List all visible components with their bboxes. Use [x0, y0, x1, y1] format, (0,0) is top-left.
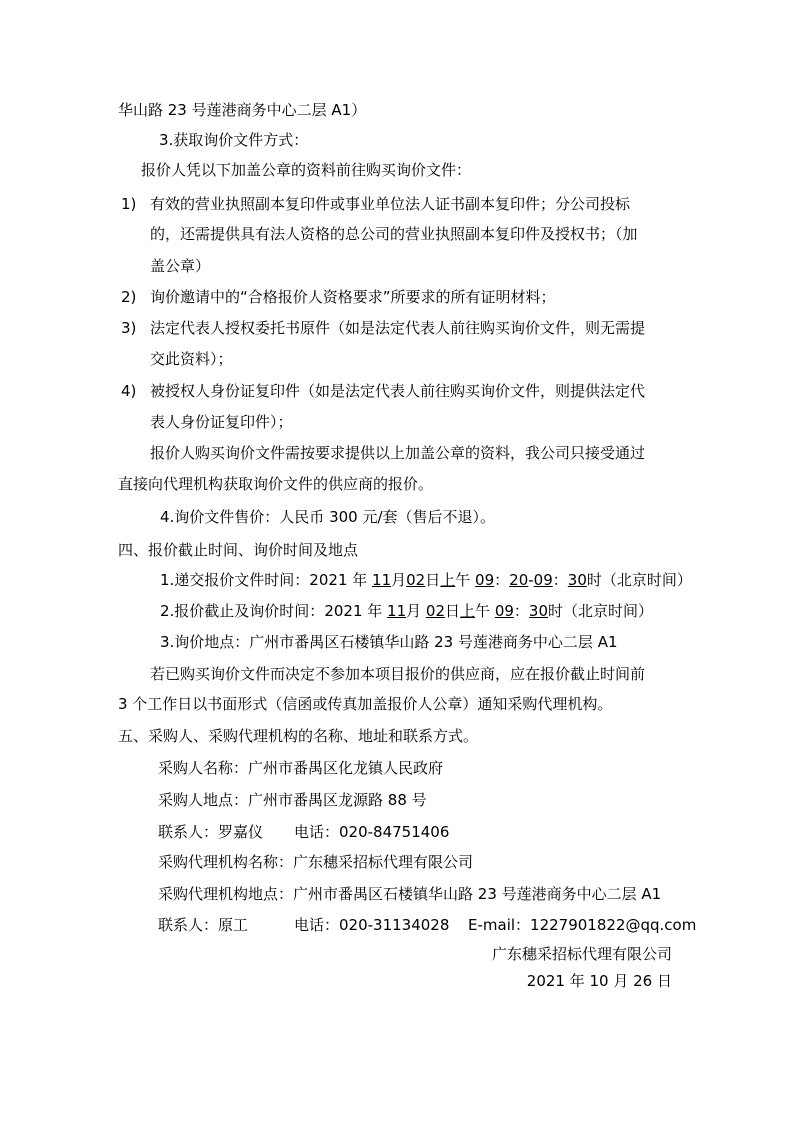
- submission-time: 1.递交报价文件时间：2021 年 11月02日上午 09：20-09：30时（北京时间）: [160, 571, 692, 589]
- list-item-text: 法定代表人授权委托书原件（如是法定代表人前往购买询价文件，则无需提: [150, 319, 646, 337]
- signature-date: 2021 年 10 月 26 日: [526, 972, 672, 990]
- list-item-text: 有效的营业执照副本复印件或事业单位法人证书副本复印件；分公司投标: [150, 195, 631, 213]
- inquiry-location: 3.询价地点：广州市番禺区石楼镇华山路 23 号莲港商务中心二层 A1: [160, 633, 618, 651]
- list-item-text: 交此资料）；: [150, 350, 233, 368]
- list-item-text: 被授权人身份证复印件（如是法定代表人前往购买询价文件，则提供法定代: [150, 382, 646, 400]
- list-item-text: 的，还需提供具有法人资格的总公司的营业执照副本复印件及授权书；（加: [150, 225, 638, 243]
- section-five-heading: 五、采购人、采购代理机构的名称、地址和联系方式。: [118, 727, 479, 745]
- price-line: 4.询价文件售价：人民币 300 元/套（售后不退）。: [160, 508, 496, 526]
- agency-phone: 电话：020-31134028: [294, 916, 450, 934]
- purchaser-phone: 电话：020-84751406: [294, 823, 450, 841]
- purchaser-contact: 联系人：罗嘉仪: [158, 823, 264, 841]
- list-number: 3): [121, 319, 137, 337]
- paragraph: 若已购买询价文件而决定不参加本项目报价的供应商，应在报价截止时间前: [150, 665, 646, 683]
- address-continuation: 华山路 23 号莲港商务中心二层 A1）: [118, 101, 367, 119]
- paragraph: 直接向代理机构获取询价文件的供应商的报价。: [118, 475, 434, 493]
- paragraph: 报价人购买询价文件需按要求提供以上加盖公章的资料，我公司只接受通过: [150, 444, 646, 462]
- list-number: 1): [121, 195, 137, 213]
- purchaser-address: 采购人地点：广州市番禺区龙源路 88 号: [158, 791, 427, 809]
- list-item-text: 盖公章）: [150, 257, 211, 275]
- paragraph: 3 个工作日以书面形式（信函或传真加盖报价人公章）通知采购代理机构。: [118, 695, 613, 713]
- agency-contact: 联系人：原工: [158, 916, 249, 934]
- agency-email: E-mail：1227901822@qq.com: [468, 916, 697, 934]
- purchaser-name: 采购人名称：广州市番禺区化龙镇人民政府: [158, 759, 444, 777]
- list-item-text: 询价邀请中的“合格报价人资格要求”所要求的所有证明材料；: [150, 288, 556, 306]
- list-item-text: 表人身份证复印件）；: [150, 413, 293, 431]
- paragraph: 报价人凭以下加盖公章的资料前往购买询价文件：: [141, 161, 472, 179]
- list-number: 4): [121, 382, 137, 400]
- list-number: 2): [121, 288, 137, 306]
- section-3-heading: 3.获取询价文件方式：: [159, 131, 309, 149]
- agency-address: 采购代理机构地点：广州市番禺区石楼镇华山路 23 号莲港商务中心二层 A1: [158, 885, 662, 903]
- deadline-time: 2.报价截止及询价时间：2021 年 11月 02日上午 09：30时（北京时间）: [160, 602, 654, 620]
- section-four-heading: 四、报价截止时间、询价时间及地点: [118, 541, 359, 559]
- signature-company: 广东穗采招标代理有限公司: [491, 945, 672, 963]
- agency-name: 采购代理机构名称：广东穗采招标代理有限公司: [158, 853, 474, 871]
